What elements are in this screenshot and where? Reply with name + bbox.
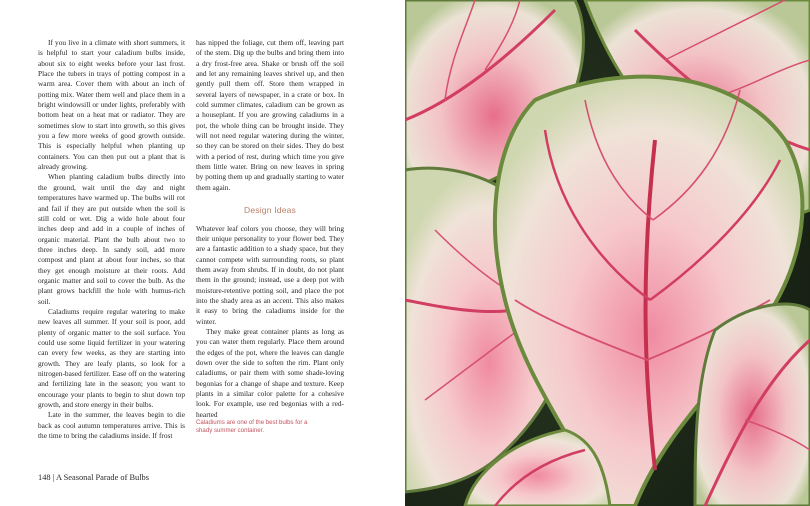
- paragraph: has nipped the foliage, cut them off, leaving part of the stem. Dig up the bulbs and bring them into a dry frost-free area. Shake or brush off the soil and let any remaining leaves shrivel up, and then gently pull them off. Store them wrapped in several layers of newspaper, in a crate or box. In cold summer climates, caladium can be grown as a houseplant. If you are growing caladiums in a pot, the whole thing can be brought inside. They will not need regular watering during the winter, so they can be stored on their sides. They do best with a period of rest, during which time you give them little water. Bring on new leaves in spring by potting them up and gradually starting to water them again.: [196, 38, 344, 192]
- leaf-bottom-right: [695, 304, 810, 506]
- section-heading: Design Ideas: [243, 205, 296, 216]
- caladium-photo: [405, 0, 810, 506]
- paragraph: Caladiums require regular watering to make new leaves all summer. If your soil is poor, add plenty of organic matter to the soil surface. You could use some liquid fertilizer in your watering can every few weeks, as they are starting into growth. They are leafy plants, so look for a nitrogen-based fertilizer. Ease off on the watering and fertilizing late in the season; you want to encourage your plants to begin to shut down top growth, and store energy in their bulbs.: [38, 306, 185, 410]
- caladium-leaves-illustration: [405, 0, 810, 506]
- paragraph: Late in the summer, the leaves begin to die back as cool autumn temperatures arrive. This is the time to bring the caladiums inside. If frost: [38, 410, 185, 441]
- photo-caption: Caladiums are one of the best bulbs for a shady summer container.: [196, 419, 308, 435]
- text-column-2: [196, 38, 344, 420]
- page-folio: 148 | A Seasonal Parade of Bulbs: [38, 473, 150, 482]
- paragraph: They make great container plants as long as you can water them regularly. Place them around the edges of the pot, where the leaves can dangle down over the side to soften the rim. Plant only caladiums, or pair them with some shade-loving begonias for a change of shape and texture. Keep plants in a similar color palette for a cohesive look. For example, use red begonias with a red-hearted: [196, 326, 344, 419]
- text-column-1: [38, 38, 185, 441]
- paragraph: Whatever leaf colors you choose, they will bring their unique personality to your flower bed. They are a fantastic addition to a shady space, but they cannot compete with surrounding roots, so plant them away from shrubs. If in doubt, do not plant them in the ground; instead, use a deep pot with moisture-retentive potting soil, and place the pot into the shady area as an accent. This also makes it easy to bring the caladiums inside for the winter.: [196, 223, 344, 326]
- paragraph: When planting caladium bulbs directly into the ground, wait until the day and night temperatures have warmed up. The bulbs will rot and fail if they are put outside when the soil is still cold or wet. Dig a wide hole about four inches deep and add in a couple of inches of organic material. Plant the bulb about two to three inches deep. In sandy soil, add more compost and plant at about four inches, so that they get enough moisture at their roots. Add organic matter and soil to cover the bulb. As the plant grows backfill the hole with humus-rich soil.: [38, 172, 185, 306]
- paragraph: If you live in a climate with short summers, it is helpful to start your caladium bulbs inside, about six to eight weeks before your last frost. Place the tubers in trays of potting compost in a warm area. Cover them with about an inch of potting mix. Water them well and place them in a bright windowsill or under lights, preferably with bottom heat on a heat mat or radiator. They are sometimes slow to start into growth, so this gives you a few more weeks of good growth outside. This is especially helpful when planting up containers. You can then put out a plant that is already growing.: [38, 38, 185, 172]
